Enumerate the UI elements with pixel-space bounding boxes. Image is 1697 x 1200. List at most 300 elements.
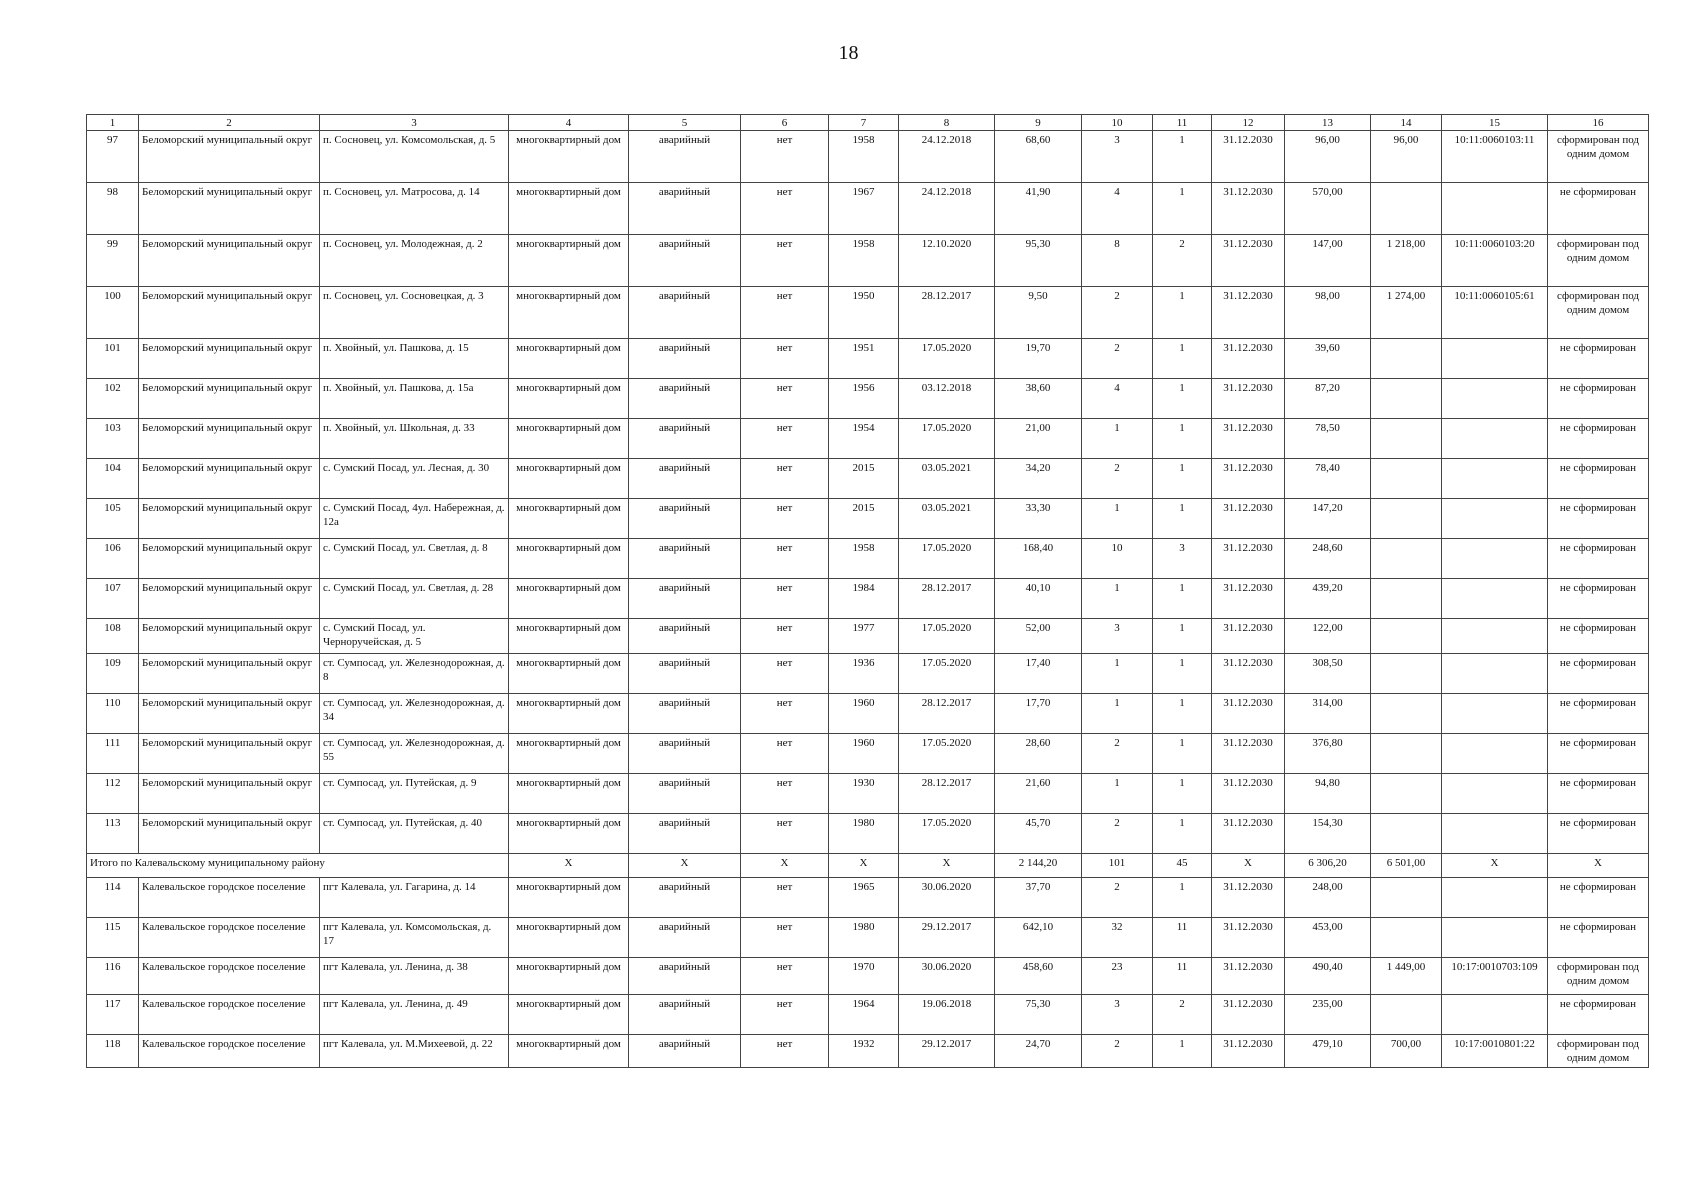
table-cell: 1956 [829, 379, 899, 419]
table-cell: Беломорский муниципальный округ [139, 499, 320, 539]
table-cell: 31.12.2030 [1212, 619, 1285, 654]
table-cell: 122,00 [1285, 619, 1371, 654]
table-cell: аварийный [629, 459, 741, 499]
table-cell: не сформирован [1548, 183, 1649, 235]
table-cell: 458,60 [995, 958, 1082, 995]
table-cell: ст. Сумпосад, ул. Железнодорожная, д. 34 [320, 694, 509, 734]
table-cell: 2 [1082, 1035, 1153, 1068]
table-cell: 29.12.2017 [899, 918, 995, 958]
table-cell: 1 [1153, 183, 1212, 235]
subtotal-cell: X [1442, 854, 1548, 878]
table-cell: 2 [1082, 287, 1153, 339]
table-cell: нет [741, 579, 829, 619]
table-cell: пгт Калевала, ул. Комсомольская, д. 17 [320, 918, 509, 958]
table-cell: ст. Сумпосад, ул. Железнодорожная, д. 55 [320, 734, 509, 774]
table-cell [1442, 774, 1548, 814]
table-cell: 1 [1153, 459, 1212, 499]
table-cell [1442, 499, 1548, 539]
table-cell: многоквартирный дом [509, 419, 629, 459]
table-cell: многоквартирный дом [509, 619, 629, 654]
table-cell: ст. Сумпосад, ул. Путейская, д. 40 [320, 814, 509, 854]
table-cell: аварийный [629, 579, 741, 619]
table-cell [1442, 814, 1548, 854]
table-cell: 03.05.2021 [899, 459, 995, 499]
table-cell: сформирован под одним домом [1548, 131, 1649, 183]
column-number-cell: 16 [1548, 115, 1649, 131]
table-cell: 1 [1153, 814, 1212, 854]
table-cell: 31.12.2030 [1212, 539, 1285, 579]
subtotal-cell: X [829, 854, 899, 878]
table-row [87, 339, 1649, 379]
table-cell: Беломорский муниципальный округ [139, 131, 320, 183]
table-cell: сформирован под одним домом [1548, 1035, 1649, 1068]
table-cell: нет [741, 694, 829, 734]
table-cell: 30.06.2020 [899, 958, 995, 995]
table-cell: 1 [1153, 499, 1212, 539]
subtotal-cell: 6 306,20 [1285, 854, 1371, 878]
table-cell: Беломорский муниципальный округ [139, 539, 320, 579]
table-cell: 1 [1082, 694, 1153, 734]
table-cell: п. Хвойный, ул. Пашкова, д. 15 [320, 339, 509, 379]
table-cell: 28.12.2017 [899, 774, 995, 814]
table-row [87, 459, 1649, 499]
table-cell: 24.12.2018 [899, 183, 995, 235]
table-cell: 10:11:0060103:20 [1442, 235, 1548, 287]
table-row [87, 958, 1649, 995]
table-cell: многоквартирный дом [509, 183, 629, 235]
column-number-cell: 5 [629, 115, 741, 131]
table-cell: нет [741, 958, 829, 995]
table-cell: 108 [87, 619, 139, 654]
table-cell: 1936 [829, 654, 899, 694]
table-cell: ст. Сумпосад, ул. Путейская, д. 9 [320, 774, 509, 814]
table-cell [1442, 694, 1548, 734]
column-number-cell: 2 [139, 115, 320, 131]
column-number-cell: 7 [829, 115, 899, 131]
table-cell [1442, 918, 1548, 958]
table-cell: 314,00 [1285, 694, 1371, 734]
table-cell: 17.05.2020 [899, 419, 995, 459]
table-cell: 1 [1153, 287, 1212, 339]
table-cell: Беломорский муниципальный округ [139, 694, 320, 734]
column-number-cell: 6 [741, 115, 829, 131]
table-cell: многоквартирный дом [509, 918, 629, 958]
column-number-cell: 13 [1285, 115, 1371, 131]
table-cell [1442, 619, 1548, 654]
table-cell: 248,00 [1285, 878, 1371, 918]
table-cell: Беломорский муниципальный округ [139, 774, 320, 814]
table-cell: 10 [1082, 539, 1153, 579]
table-cell: многоквартирный дом [509, 235, 629, 287]
table-cell: п. Сосновец, ул. Матросова, д. 14 [320, 183, 509, 235]
table-cell: аварийный [629, 183, 741, 235]
table-cell: 31.12.2030 [1212, 814, 1285, 854]
table-cell: многоквартирный дом [509, 995, 629, 1035]
table-row [87, 878, 1649, 918]
table-cell: 39,60 [1285, 339, 1371, 379]
table-cell: 68,60 [995, 131, 1082, 183]
table-cell: 31.12.2030 [1212, 1035, 1285, 1068]
table-cell: 17,40 [995, 654, 1082, 694]
table-cell [1442, 379, 1548, 419]
column-number-cell: 4 [509, 115, 629, 131]
table-cell: с. Сумский Посад, ул. Лесная, д. 30 [320, 459, 509, 499]
table-cell [1442, 654, 1548, 694]
table-cell: 28.12.2017 [899, 287, 995, 339]
table-row [87, 183, 1649, 235]
table-cell: 3 [1082, 995, 1153, 1035]
table-cell [1371, 183, 1442, 235]
table-cell: 32 [1082, 918, 1153, 958]
table-row [87, 539, 1649, 579]
column-number-cell: 8 [899, 115, 995, 131]
table-cell: сформирован под одним домом [1548, 235, 1649, 287]
table-cell: нет [741, 995, 829, 1035]
table-cell: 1 [1153, 878, 1212, 918]
table-cell: не сформирован [1548, 694, 1649, 734]
page-number: 18 [838, 42, 859, 64]
table-cell: 147,00 [1285, 235, 1371, 287]
table-cell: 41,90 [995, 183, 1082, 235]
table-cell: многоквартирный дом [509, 654, 629, 694]
table-cell: 95,30 [995, 235, 1082, 287]
subtotal-cell: X [509, 854, 629, 878]
table-row [87, 579, 1649, 619]
table-cell: п. Хвойный, ул. Пашкова, д. 15а [320, 379, 509, 419]
table-cell: нет [741, 734, 829, 774]
table-cell: 31.12.2030 [1212, 499, 1285, 539]
column-number-cell: 10 [1082, 115, 1153, 131]
table-cell: Калевальское городское поселение [139, 958, 320, 995]
table-cell: Калевальское городское поселение [139, 918, 320, 958]
table-cell: 38,60 [995, 379, 1082, 419]
table-cell: 28.12.2017 [899, 579, 995, 619]
table-cell: 31.12.2030 [1212, 694, 1285, 734]
table-cell: нет [741, 814, 829, 854]
table-row [87, 734, 1649, 774]
table-cell: 111 [87, 734, 139, 774]
table-cell: 1951 [829, 339, 899, 379]
table-cell: нет [741, 499, 829, 539]
table-cell: 75,30 [995, 995, 1082, 1035]
table-cell: 2 [1153, 995, 1212, 1035]
table-cell: 2015 [829, 499, 899, 539]
table-cell: 1965 [829, 878, 899, 918]
table-cell: 112 [87, 774, 139, 814]
table-cell: 10:17:0010703:109 [1442, 958, 1548, 995]
table-row [87, 235, 1649, 287]
table-cell [1442, 539, 1548, 579]
table-cell: Беломорский муниципальный округ [139, 579, 320, 619]
table-cell: многоквартирный дом [509, 287, 629, 339]
table-cell: 37,70 [995, 878, 1082, 918]
table-cell: 31.12.2030 [1212, 878, 1285, 918]
table-row [87, 419, 1649, 459]
table-cell: 3 [1082, 131, 1153, 183]
table-row [87, 918, 1649, 958]
table-cell: 490,40 [1285, 958, 1371, 995]
table-cell: 479,10 [1285, 1035, 1371, 1068]
table-cell: 94,80 [1285, 774, 1371, 814]
table-cell: Беломорский муниципальный округ [139, 619, 320, 654]
table-cell: 2 [1082, 878, 1153, 918]
housing-registry-table [86, 114, 1649, 1068]
table-cell: 1 [1153, 1035, 1212, 1068]
table-cell: 1958 [829, 235, 899, 287]
table-cell: нет [741, 918, 829, 958]
table-cell: с. Сумский Посад, ул. Светлая, д. 28 [320, 579, 509, 619]
table-cell: 1984 [829, 579, 899, 619]
table-cell [1371, 459, 1442, 499]
subtotal-cell: 101 [1082, 854, 1153, 878]
table-cell [1371, 995, 1442, 1035]
table-cell: 3 [1082, 619, 1153, 654]
column-number-cell: 14 [1371, 115, 1442, 131]
table-row [87, 1035, 1649, 1068]
table-cell: 17.05.2020 [899, 339, 995, 379]
table-cell [1371, 694, 1442, 734]
table-cell: 117 [87, 995, 139, 1035]
table-cell: многоквартирный дом [509, 539, 629, 579]
table-cell: 24.12.2018 [899, 131, 995, 183]
table-cell: 1 [1082, 654, 1153, 694]
table-cell [1371, 339, 1442, 379]
table-cell: 21,60 [995, 774, 1082, 814]
table-cell: не сформирован [1548, 774, 1649, 814]
table-cell: 99 [87, 235, 139, 287]
table-cell: не сформирован [1548, 995, 1649, 1035]
table-cell: 114 [87, 878, 139, 918]
subtotal-cell: 6 501,00 [1371, 854, 1442, 878]
table-cell: 642,10 [995, 918, 1082, 958]
table-cell: не сформирован [1548, 419, 1649, 459]
table-cell: 1960 [829, 734, 899, 774]
table-cell: 34,20 [995, 459, 1082, 499]
table-cell: 1977 [829, 619, 899, 654]
table-cell: 1 [1153, 379, 1212, 419]
table-cell: 78,40 [1285, 459, 1371, 499]
table-cell [1442, 339, 1548, 379]
table-cell: 376,80 [1285, 734, 1371, 774]
table-cell: 19.06.2018 [899, 995, 995, 1035]
column-number-cell: 12 [1212, 115, 1285, 131]
table-cell: 9,50 [995, 287, 1082, 339]
table-cell: 1932 [829, 1035, 899, 1068]
table-cell: Беломорский муниципальный округ [139, 734, 320, 774]
table-cell: 17.05.2020 [899, 539, 995, 579]
table-cell: сформирован под одним домом [1548, 958, 1649, 995]
table-cell: 1 [1153, 654, 1212, 694]
table-cell: 1930 [829, 774, 899, 814]
table-cell: 45,70 [995, 814, 1082, 854]
table-cell: с. Сумский Посад, 4ул. Набережная, д. 12а [320, 499, 509, 539]
table-cell: многоквартирный дом [509, 774, 629, 814]
table-cell: не сформирован [1548, 339, 1649, 379]
table-cell: 1980 [829, 814, 899, 854]
table-cell: п. Сосновец, ул. Комсомольская, д. 5 [320, 131, 509, 183]
table-cell: 10:11:0060103:11 [1442, 131, 1548, 183]
table-cell: многоквартирный дом [509, 339, 629, 379]
table-cell: нет [741, 131, 829, 183]
table-cell: нет [741, 878, 829, 918]
table-cell: многоквартирный дом [509, 1035, 629, 1068]
column-number-cell: 1 [87, 115, 139, 131]
table-row [87, 619, 1649, 654]
table-cell: 11 [1153, 958, 1212, 995]
table-row [87, 287, 1649, 339]
table-cell: 1950 [829, 287, 899, 339]
table-cell: 102 [87, 379, 139, 419]
table-cell: с. Сумский Посад, ул. Светлая, д. 8 [320, 539, 509, 579]
table-cell: 113 [87, 814, 139, 854]
table-cell: 2015 [829, 459, 899, 499]
table-cell: не сформирован [1548, 878, 1649, 918]
table-cell: аварийный [629, 499, 741, 539]
table-cell: многоквартирный дом [509, 379, 629, 419]
table-row [87, 995, 1649, 1035]
table-cell: с. Сумский Посад, ул. Черноручейская, д. 5 [320, 619, 509, 654]
table-cell: 4 [1082, 379, 1153, 419]
table-row [87, 131, 1649, 183]
table-cell: Калевальское городское поселение [139, 1035, 320, 1068]
table-cell: Беломорский муниципальный округ [139, 339, 320, 379]
table-cell: 1 [1082, 419, 1153, 459]
table-cell [1371, 774, 1442, 814]
table-row [87, 814, 1649, 854]
table-cell: 31.12.2030 [1212, 654, 1285, 694]
table-cell: Беломорский муниципальный округ [139, 379, 320, 419]
table-cell: 31.12.2030 [1212, 339, 1285, 379]
table-cell: 1 [1082, 499, 1153, 539]
table-cell: 2 [1082, 814, 1153, 854]
table-cell: не сформирован [1548, 918, 1649, 958]
table-cell: 105 [87, 499, 139, 539]
table-cell: многоквартирный дом [509, 579, 629, 619]
table-cell: 1954 [829, 419, 899, 459]
table-cell: нет [741, 183, 829, 235]
table-cell: 17.05.2020 [899, 619, 995, 654]
table-cell: 1 449,00 [1371, 958, 1442, 995]
table-cell: 235,00 [1285, 995, 1371, 1035]
table-cell: 31.12.2030 [1212, 131, 1285, 183]
table-cell: 31.12.2030 [1212, 379, 1285, 419]
table-cell: 570,00 [1285, 183, 1371, 235]
table-cell [1442, 419, 1548, 459]
table-cell: не сформирован [1548, 654, 1649, 694]
table-cell [1442, 459, 1548, 499]
table-cell: не сформирован [1548, 539, 1649, 579]
table-cell: не сформирован [1548, 459, 1649, 499]
table-cell: аварийный [629, 734, 741, 774]
table-cell: 96,00 [1285, 131, 1371, 183]
table-body [87, 115, 1649, 1068]
table-cell: 1964 [829, 995, 899, 1035]
table-cell: 1958 [829, 539, 899, 579]
table-cell: 40,10 [995, 579, 1082, 619]
table-cell: 17.05.2020 [899, 734, 995, 774]
table-cell: 10:11:0060105:61 [1442, 287, 1548, 339]
table-cell: 154,30 [1285, 814, 1371, 854]
table-cell: 29.12.2017 [899, 1035, 995, 1068]
table-cell: 1980 [829, 918, 899, 958]
table-cell [1442, 734, 1548, 774]
table-cell: нет [741, 1035, 829, 1068]
table-cell: 8 [1082, 235, 1153, 287]
table-cell: 19,70 [995, 339, 1082, 379]
table-cell: аварийный [629, 958, 741, 995]
table-cell: пгт Калевала, ул. Ленина, д. 49 [320, 995, 509, 1035]
table-cell: 2 [1082, 734, 1153, 774]
table-cell: 4 [1082, 183, 1153, 235]
table-cell: пгт Калевала, ул. Гагарина, д. 14 [320, 878, 509, 918]
table-cell: нет [741, 235, 829, 287]
table-cell: многоквартирный дом [509, 878, 629, 918]
table-cell: 104 [87, 459, 139, 499]
table-cell: Беломорский муниципальный округ [139, 459, 320, 499]
table-cell: 98,00 [1285, 287, 1371, 339]
table-cell: 31.12.2030 [1212, 734, 1285, 774]
table-cell: многоквартирный дом [509, 459, 629, 499]
table-cell: п. Сосновец, ул. Сосновецкая, д. 3 [320, 287, 509, 339]
table-cell: аварийный [629, 379, 741, 419]
table-cell: 28,60 [995, 734, 1082, 774]
table-cell: 1 [1153, 774, 1212, 814]
table-cell: 17.05.2020 [899, 654, 995, 694]
table-cell: 96,00 [1371, 131, 1442, 183]
table-cell: аварийный [629, 539, 741, 579]
subtotal-cell: X [899, 854, 995, 878]
table-cell: Беломорский муниципальный округ [139, 654, 320, 694]
subtotal-label: Итого по Калевальскому муниципальному району [87, 854, 509, 878]
table-row [87, 694, 1649, 734]
table-cell: аварийный [629, 774, 741, 814]
table-cell: аварийный [629, 814, 741, 854]
table-cell: нет [741, 654, 829, 694]
table-cell: Беломорский муниципальный округ [139, 419, 320, 459]
table-cell: не сформирован [1548, 734, 1649, 774]
table-cell: 78,50 [1285, 419, 1371, 459]
table-row [87, 654, 1649, 694]
table-cell: 12.10.2020 [899, 235, 995, 287]
table-cell: аварийный [629, 619, 741, 654]
table-cell: 453,00 [1285, 918, 1371, 958]
table-cell [1371, 878, 1442, 918]
table-cell: 31.12.2030 [1212, 459, 1285, 499]
table-cell: не сформирован [1548, 619, 1649, 654]
table-cell: 11 [1153, 918, 1212, 958]
column-number-cell: 9 [995, 115, 1082, 131]
table-cell: 30.06.2020 [899, 878, 995, 918]
table-cell [1371, 499, 1442, 539]
table-cell: 118 [87, 1035, 139, 1068]
table-cell: нет [741, 379, 829, 419]
table-cell: 1 [1153, 694, 1212, 734]
table-cell: 1970 [829, 958, 899, 995]
table-cell: многоквартирный дом [509, 958, 629, 995]
table-cell: 2 [1153, 235, 1212, 287]
table-cell: 21,00 [995, 419, 1082, 459]
table-cell: 1 [1153, 619, 1212, 654]
table-cell: 1 [1153, 734, 1212, 774]
table-cell: аварийный [629, 878, 741, 918]
table-cell: 31.12.2030 [1212, 774, 1285, 814]
table-cell [1371, 814, 1442, 854]
table-cell: 1 [1153, 339, 1212, 379]
table-cell: 31.12.2030 [1212, 235, 1285, 287]
table-cell: нет [741, 774, 829, 814]
table-cell: 17,70 [995, 694, 1082, 734]
subtotal-cell: X [629, 854, 741, 878]
